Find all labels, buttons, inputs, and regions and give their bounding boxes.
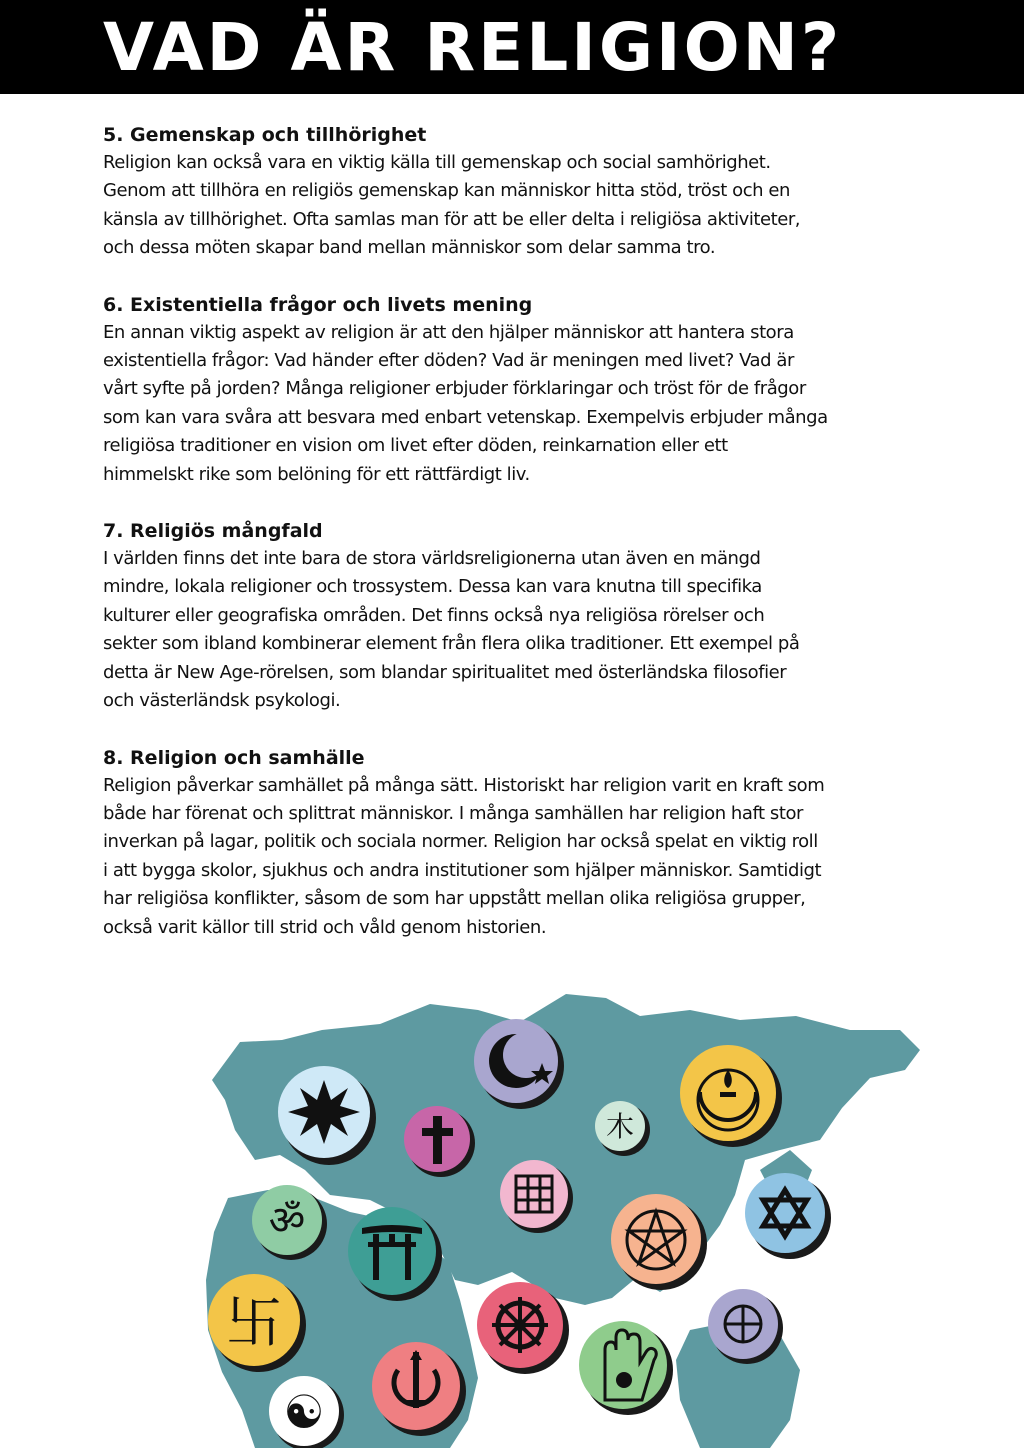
world-map-illustration (0, 975, 1024, 1448)
section-heading: 8. Religion och samhälle (103, 746, 365, 769)
svg-text:木: 木 (605, 1110, 635, 1143)
svg-text:卐: 卐 (226, 1291, 282, 1356)
section-heading: 5. Gemenskap och tillhörighet (103, 124, 427, 146)
jain-hand-icon (579, 1321, 673, 1415)
paragraph-line: i att bygga skolor, sjukhus och andra institutioner som hjälper människor. Samtidigt (103, 859, 822, 881)
star-of-david-icon (745, 1173, 831, 1259)
paragraph-line: detta är New Age-rörelsen, som blandar spiritualitet med österländska filosofier (103, 661, 787, 683)
paragraph-line: I världen finns det inte bara de stora världsreligionerna utan även en mängd (103, 548, 761, 570)
paragraph-line: kulturer eller geografiska områden. Det finns också nya religiösa rörelser och (103, 604, 765, 626)
paragraph-line: himmelskt rike som belöning för ett rättfärdigt liv. (103, 463, 530, 485)
paragraph-line: En annan viktig aspekt av religion är att den hjälper människor att hantera stora (103, 321, 794, 343)
paragraph-line: Religion kan också vara en viktig källa till gemenskap och social samhörighet. (103, 152, 771, 173)
section-heading: 6. Existentiella frågor och livets mening (103, 293, 533, 316)
paragraph-line: Religion påverkar samhället på många sätt. Historiskt har religion varit en kraft som (103, 774, 825, 796)
paragraph-line: mindre, lokala religioner och trossystem. Dessa kan vara knutna till specifika (103, 576, 762, 598)
section-religious-diversity (103, 517, 923, 715)
paragraph-line: vårt syfte på jorden? Många religioner erbjuder förklaringar och tröst för de frågor (103, 378, 806, 400)
paragraph-line: känsla av tillhörighet. Ofta samlas man för att be eller delta i religiösa aktiviteter, (103, 208, 801, 230)
paragraph-line: både har förenat och splittrat människor. I många samhällen har religion haft stor (103, 802, 803, 824)
paragraph-line: sekter som ibland kombinerar element från flera olika traditioner. Ett exempel på (103, 633, 800, 655)
article-body (103, 121, 923, 970)
paragraph-line: och dessa möten skapar band mellan människor som delar samma tro. (103, 237, 716, 259)
header-bar (0, 0, 1024, 94)
paragraph-line: och västerländsk psykologi. (103, 690, 341, 712)
section-existential-questions (103, 291, 923, 489)
paragraph-line: också varit källor till strid och våld genom historien. (103, 916, 547, 938)
paragraph-line: har religiösa konflikter, såsom de som har uppstått mellan olika religiösa grupper, (103, 888, 806, 910)
paragraph-line: existentiella frågor: Vad händer efter döden? Vad är meningen med livet? Vad är (103, 350, 794, 372)
section-religion-and-society (103, 744, 923, 942)
paragraph-line: Genom att tillhöra en religiös gemenskap kan människor hitta stöd, tröst och en (103, 180, 790, 202)
svg-text:☯: ☯ (283, 1385, 325, 1439)
svg-text:ॐ: ॐ (268, 1198, 306, 1244)
page-title: VAD ÄR RELIGION? (103, 9, 843, 86)
paragraph-line: inverkan på lagar, politik och sociala normer. Religion har också spelat en viktig roll (103, 831, 818, 853)
paragraph-line: religiösa traditioner en vision om livet efter döden, reinkarnation eller ett (103, 435, 728, 457)
paragraph-line: som kan vara svåra att besvara med enbart vetenskap. Exempelvis erbjuder många (103, 406, 828, 428)
section-community (103, 121, 923, 263)
section-heading: 7. Religiös mångfald (103, 520, 323, 543)
